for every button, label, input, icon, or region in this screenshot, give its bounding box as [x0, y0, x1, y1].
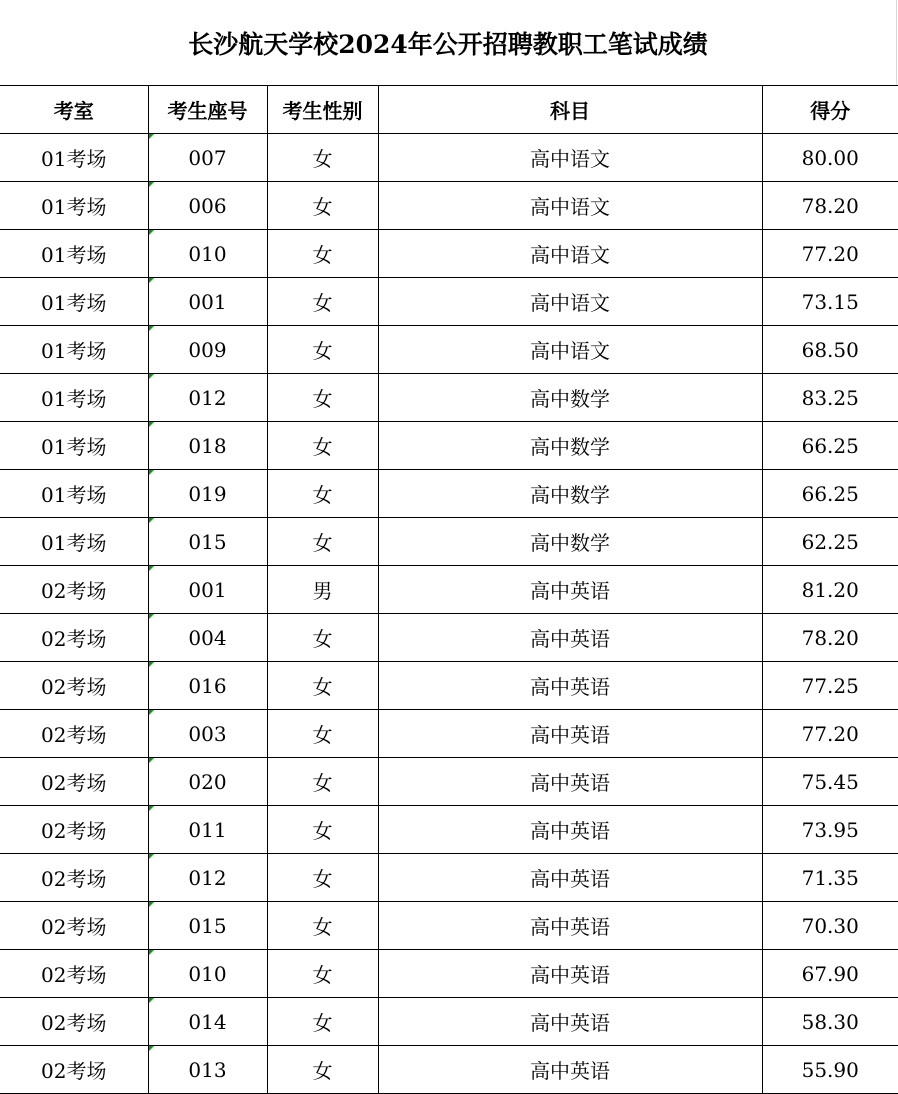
text-number-marker-icon	[149, 902, 154, 907]
text-number-marker-icon	[149, 422, 154, 427]
cell-score[interactable]: 77.25	[762, 662, 898, 710]
table-row	[0, 374, 898, 422]
cell-subject[interactable]: 高中英语	[378, 1046, 762, 1094]
header-gender[interactable]: 考生性别	[267, 86, 378, 134]
cell-subject[interactable]: 高中语文	[378, 182, 762, 230]
cell-score[interactable]: 66.25	[762, 422, 898, 470]
cell-seat-value: 010	[188, 961, 227, 986]
cell-room[interactable]: 02考场	[0, 806, 148, 854]
cell-room[interactable]: 01考场	[0, 230, 148, 278]
cell-seat[interactable]	[148, 998, 267, 1046]
text-number-marker-icon	[149, 854, 154, 859]
table-row	[0, 806, 898, 854]
cell-room[interactable]: 02考场	[0, 854, 148, 902]
cell-score[interactable]: 68.50	[762, 326, 898, 374]
cell-gender[interactable]: 女	[267, 758, 378, 806]
cell-subject[interactable]: 高中语文	[378, 278, 762, 326]
cell-score[interactable]: 62.25	[762, 518, 898, 566]
text-number-marker-icon	[149, 806, 154, 811]
cell-gender[interactable]: 女	[267, 230, 378, 278]
cell-seat-value: 015	[188, 529, 227, 554]
text-number-marker-icon	[149, 614, 154, 619]
table-row	[0, 182, 898, 230]
cell-seat-value: 007	[188, 145, 227, 170]
cell-seat[interactable]	[148, 854, 267, 902]
header-room[interactable]: 考室	[0, 86, 148, 134]
table-row	[0, 950, 898, 998]
header-score[interactable]: 得分	[762, 86, 898, 134]
cell-seat-value: 010	[188, 241, 227, 266]
text-number-marker-icon	[149, 998, 154, 1003]
cell-score[interactable]: 67.90	[762, 950, 898, 998]
cell-seat[interactable]	[148, 278, 267, 326]
cell-gender[interactable]: 女	[267, 806, 378, 854]
cell-room[interactable]: 01考场	[0, 470, 148, 518]
cell-seat-value: 011	[188, 817, 227, 842]
cell-room[interactable]: 02考场	[0, 614, 148, 662]
table-row	[0, 998, 898, 1046]
cell-seat-value: 012	[188, 385, 227, 410]
cell-score[interactable]: 71.35	[762, 854, 898, 902]
cell-seat[interactable]	[148, 182, 267, 230]
table-body	[0, 134, 898, 1094]
cell-score[interactable]: 77.20	[762, 710, 898, 758]
text-number-marker-icon	[149, 230, 154, 235]
cell-score[interactable]: 58.30	[762, 998, 898, 1046]
cell-seat[interactable]	[148, 518, 267, 566]
text-number-marker-icon	[149, 278, 154, 283]
cell-seat-value: 020	[188, 769, 227, 794]
cell-subject[interactable]: 高中数学	[378, 518, 762, 566]
text-number-marker-icon	[149, 1046, 154, 1051]
cell-seat-value: 006	[188, 193, 227, 218]
cell-score[interactable]: 83.25	[762, 374, 898, 422]
cell-gender[interactable]: 女	[267, 182, 378, 230]
cell-seat[interactable]	[148, 758, 267, 806]
cell-subject[interactable]: 高中数学	[378, 470, 762, 518]
cell-score[interactable]: 81.20	[762, 566, 898, 614]
cell-gender[interactable]: 女	[267, 1046, 378, 1094]
cell-seat-value: 016	[188, 673, 227, 698]
cell-gender[interactable]: 女	[267, 710, 378, 758]
table-row	[0, 902, 898, 950]
cell-score[interactable]: 70.30	[762, 902, 898, 950]
cell-score[interactable]: 73.95	[762, 806, 898, 854]
cell-room[interactable]: 02考场	[0, 998, 148, 1046]
cell-seat[interactable]	[148, 374, 267, 422]
cell-gender[interactable]: 女	[267, 134, 378, 182]
cell-subject[interactable]: 高中英语	[378, 902, 762, 950]
text-number-marker-icon	[149, 470, 154, 475]
cell-seat-value: 012	[188, 865, 227, 890]
header-seat[interactable]: 考生座号	[148, 86, 267, 134]
cell-room[interactable]: 01考场	[0, 134, 148, 182]
cell-subject[interactable]: 高中语文	[378, 326, 762, 374]
cell-gender[interactable]: 女	[267, 278, 378, 326]
text-number-marker-icon	[149, 182, 154, 187]
cell-room[interactable]: 02考场	[0, 902, 148, 950]
text-number-marker-icon	[149, 374, 154, 379]
cell-gender[interactable]: 女	[267, 422, 378, 470]
cell-room[interactable]: 02考场	[0, 758, 148, 806]
cell-subject[interactable]: 高中数学	[378, 422, 762, 470]
cell-score[interactable]: 80.00	[762, 134, 898, 182]
text-number-marker-icon	[149, 326, 154, 331]
cell-room[interactable]: 02考场	[0, 950, 148, 998]
cell-subject[interactable]: 高中数学	[378, 374, 762, 422]
table-row	[0, 470, 898, 518]
cell-subject[interactable]: 高中英语	[378, 854, 762, 902]
cell-seat[interactable]	[148, 566, 267, 614]
text-number-marker-icon	[149, 518, 154, 523]
table-row	[0, 1046, 898, 1094]
cell-room[interactable]: 02考场	[0, 1046, 148, 1094]
cell-subject[interactable]: 高中英语	[378, 662, 762, 710]
cell-room[interactable]: 02考场	[0, 566, 148, 614]
text-number-marker-icon	[149, 950, 154, 955]
cell-seat[interactable]	[148, 1046, 267, 1094]
cell-seat[interactable]	[148, 230, 267, 278]
cell-seat[interactable]	[148, 950, 267, 998]
sheet-title[interactable]: 长沙航天学校2024年公开招聘教职工笔试成绩	[0, 0, 897, 85]
cell-seat-value: 009	[188, 337, 227, 362]
cell-seat-value: 003	[188, 721, 227, 746]
cell-gender[interactable]: 女	[267, 902, 378, 950]
cell-seat[interactable]	[148, 422, 267, 470]
cell-seat[interactable]	[148, 470, 267, 518]
cell-room[interactable]: 01考场	[0, 278, 148, 326]
cell-seat-value: 013	[188, 1057, 227, 1082]
table-row	[0, 278, 898, 326]
text-number-marker-icon	[149, 134, 154, 139]
cell-seat-value: 014	[188, 1009, 227, 1034]
cell-score[interactable]: 73.15	[762, 278, 898, 326]
cell-seat-value: 001	[188, 289, 227, 314]
cell-subject[interactable]: 高中英语	[378, 998, 762, 1046]
cell-seat[interactable]	[148, 902, 267, 950]
cell-room[interactable]: 01考场	[0, 374, 148, 422]
cell-seat-value: 001	[188, 577, 227, 602]
table-row	[0, 758, 898, 806]
cell-subject[interactable]: 高中英语	[378, 614, 762, 662]
cell-subject[interactable]: 高中语文	[378, 230, 762, 278]
table-row	[0, 134, 898, 182]
cell-seat[interactable]	[148, 710, 267, 758]
cell-gender[interactable]: 女	[267, 614, 378, 662]
table-row	[0, 854, 898, 902]
cell-gender[interactable]: 女	[267, 950, 378, 998]
table-row	[0, 566, 898, 614]
header-subject[interactable]: 科目	[378, 86, 762, 134]
cell-gender[interactable]: 女	[267, 854, 378, 902]
cell-seat-value: 004	[188, 625, 227, 650]
cell-gender[interactable]: 女	[267, 998, 378, 1046]
table-row	[0, 230, 898, 278]
cell-score[interactable]: 78.20	[762, 182, 898, 230]
cell-score[interactable]: 77.20	[762, 230, 898, 278]
cell-room[interactable]: 02考场	[0, 710, 148, 758]
cell-gender[interactable]: 女	[267, 374, 378, 422]
cell-subject[interactable]: 高中英语	[378, 566, 762, 614]
cell-subject[interactable]: 高中英语	[378, 710, 762, 758]
cell-subject[interactable]: 高中语文	[378, 134, 762, 182]
text-number-marker-icon	[149, 758, 154, 763]
cell-gender[interactable]: 女	[267, 518, 378, 566]
cell-seat[interactable]	[148, 662, 267, 710]
cell-gender[interactable]: 男	[267, 566, 378, 614]
cell-gender[interactable]: 女	[267, 326, 378, 374]
cell-seat[interactable]	[148, 326, 267, 374]
cell-subject[interactable]: 高中英语	[378, 806, 762, 854]
cell-score[interactable]: 55.90	[762, 1046, 898, 1094]
text-number-marker-icon	[149, 662, 154, 667]
text-number-marker-icon	[149, 566, 154, 571]
cell-subject[interactable]: 高中英语	[378, 758, 762, 806]
cell-gender[interactable]: 女	[267, 470, 378, 518]
cell-seat-value: 015	[188, 913, 227, 938]
cell-room[interactable]: 01考场	[0, 326, 148, 374]
cell-gender[interactable]: 女	[267, 662, 378, 710]
cell-score[interactable]: 66.25	[762, 470, 898, 518]
cell-score[interactable]: 75.45	[762, 758, 898, 806]
table-row	[0, 518, 898, 566]
cell-room[interactable]: 01考场	[0, 422, 148, 470]
cell-room[interactable]: 02考场	[0, 662, 148, 710]
scores-table	[0, 85, 898, 1094]
table-row	[0, 710, 898, 758]
cell-seat[interactable]	[148, 806, 267, 854]
cell-subject[interactable]: 高中英语	[378, 950, 762, 998]
text-number-marker-icon	[149, 710, 154, 715]
header-row	[0, 86, 898, 134]
cell-seat[interactable]	[148, 614, 267, 662]
table-row	[0, 326, 898, 374]
cell-room[interactable]: 01考场	[0, 182, 148, 230]
cell-seat-value: 018	[188, 433, 227, 458]
cell-room[interactable]: 01考场	[0, 518, 148, 566]
cell-seat-value: 019	[188, 481, 227, 506]
table-row	[0, 662, 898, 710]
cell-score[interactable]: 78.20	[762, 614, 898, 662]
table-row	[0, 614, 898, 662]
cell-seat[interactable]	[148, 134, 267, 182]
table-row	[0, 422, 898, 470]
